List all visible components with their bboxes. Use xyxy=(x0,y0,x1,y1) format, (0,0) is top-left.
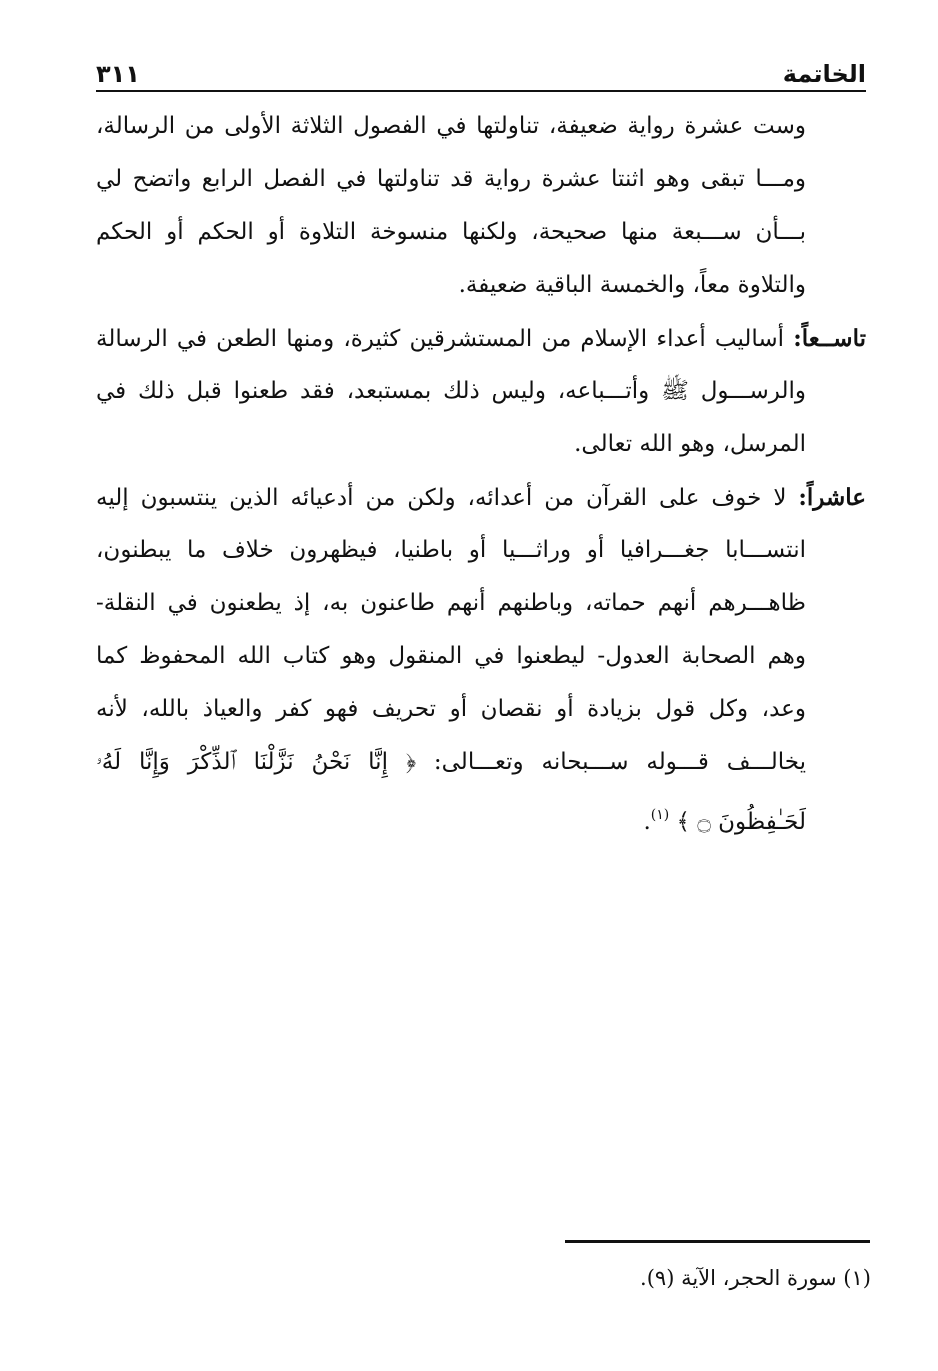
item-text: أساليب أعداء الإسلام من المستشرقين كثيرة، ومنها الطعن في الرسالة xyxy=(96,326,785,352)
text-line: بـــأن ســـبعة منها صحيحة، ولكنها منسوخة التلاوة أو الحكم أو الحكم xyxy=(96,219,806,245)
text-line: والتلاوة معاً، والخمسة الباقية ضعيفة. xyxy=(458,272,806,298)
conclusion-item-ninth xyxy=(96,312,866,471)
footnote-marker[interactable]: (١) xyxy=(650,807,670,823)
item-first-line xyxy=(96,471,866,524)
quran-verse-end-line xyxy=(96,789,866,842)
chapter-title: الخاتمة xyxy=(782,60,866,88)
footnote: (١) سورة الحجر، الآية (٩). xyxy=(640,1266,871,1290)
conclusion-item-tenth xyxy=(96,471,866,842)
page-number: ٣١١ xyxy=(96,60,140,88)
item-first-line xyxy=(96,312,866,365)
item-text: لا خوف على القرآن من أعدائه، ولكن من أدعيائه الذين ينتسبون إليه xyxy=(96,485,787,511)
footnote-divider xyxy=(565,1240,870,1243)
item-label: تاســعاً: xyxy=(793,325,866,352)
conclusion-continuation xyxy=(96,100,866,312)
quran-verse-text: لَحَـٰفِظُونَ ۝ ﴾ xyxy=(676,809,806,835)
text-line: والرســـول ﷺ وأتـــباعه، وليس ذلك بمستبعد، فقد طعنوا قبل ذلك في xyxy=(96,378,806,404)
end-punctuation: . xyxy=(643,809,651,835)
main-text xyxy=(96,100,866,842)
quran-verse-line: يخالـــف قـــوله ســـبحانه وتعـــالى: ﴿ إِنَّا نَحْنُ نَزَّلْنَا ٱلذِّكْرَ وَإِنَّا لَهُۥ xyxy=(96,749,806,775)
text-line: انتســـابا جغـــرافيا أو وراثـــيا أو باطنيا، فيظهرون خلاف ما يبطنون، xyxy=(96,537,806,563)
text-line: وعد، وكل قول بزيادة أو نقصان أو تحريف فهو كفر والعياذ بالله، لأنه xyxy=(96,696,806,722)
running-head xyxy=(96,52,866,92)
text-line: المرسل، وهو الله تعالى. xyxy=(574,431,806,457)
text-line: وهم الصحابة العدول- ليطعنوا في المنقول وهو كتاب الله المحفوظ كما xyxy=(96,643,806,669)
text-line: ظاهـــرهم أنهم حماته، وباطنهم أنهم طاعنون به، إذ يطعنون في النقلة- xyxy=(96,590,806,616)
text-line: وست عشرة رواية ضعيفة، تناولتها في الفصول الثلاثة الأولى من الرسالة، xyxy=(96,113,806,139)
item-label: عاشراً: xyxy=(798,484,866,511)
text-line: ومـــا تبقى وهو اثنتا عشرة رواية قد تناولتها في الفصل الرابع واتضح لي xyxy=(96,166,806,192)
